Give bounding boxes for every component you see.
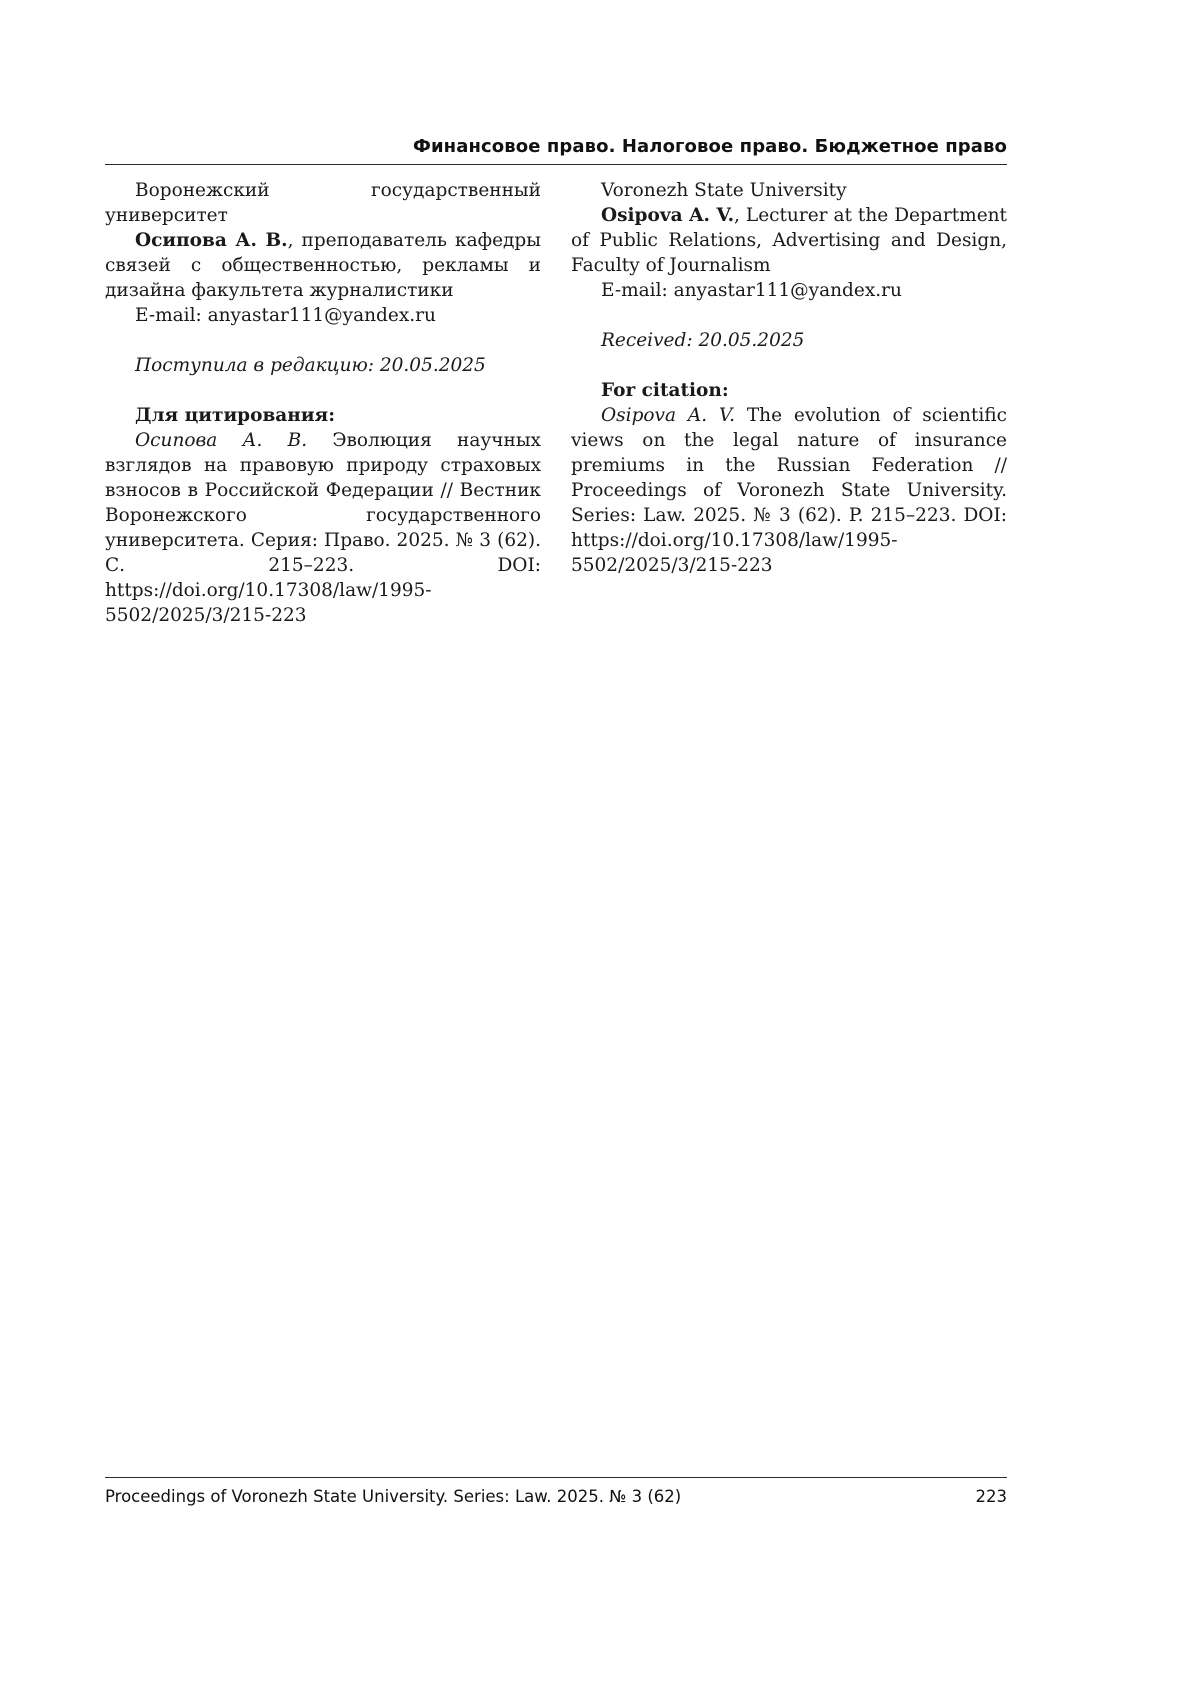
english-column — [571, 178, 1007, 628]
citation-text-ru: Эволюция научных взглядов на правовую природу страховых взносов в Российской Федерации // Вестник Воронежского государственного университета. Серия: Право. 2025. № 3 (62). С. 215–223. DOI: https://doi.org/10.17308/law/1995-5502/2025/3/215-223 — [105, 430, 541, 626]
email-line-en — [571, 278, 1007, 303]
footer-journal-info: Proceedings of Voronezh State University. Series: Law. 2025. № 3 (62) — [105, 1487, 682, 1506]
email-text-en: E-mail: anyastar111@yandex.ru — [601, 280, 902, 301]
page-footer — [105, 1477, 1007, 1506]
received-line-en — [571, 328, 1007, 353]
author-paragraph-en — [571, 203, 1007, 278]
affiliation-ru — [105, 178, 541, 228]
affiliation-text-ru: Воронежский государственный университет — [105, 180, 541, 226]
citation-author-en: Osipova A. V. — [601, 405, 735, 426]
spacer — [571, 303, 1007, 328]
author-paragraph-ru — [105, 228, 541, 303]
email-line-ru — [105, 303, 541, 328]
footer-rule — [105, 1477, 1007, 1478]
spacer — [571, 353, 1007, 378]
page-header — [105, 136, 1007, 165]
email-text-ru: E-mail: anyastar111@yandex.ru — [135, 305, 436, 326]
citation-heading-text-ru: Для цитирования: — [135, 405, 336, 426]
header-rule — [105, 164, 1007, 165]
spacer — [105, 328, 541, 353]
citation-text-en: The evolution of scientific views on the legal nature of insurance premiums in the Russian Federation // Proceedings of Voronezh State University. Series: Law. 2025. № 3 (62). P. 215–223. DOI: https://doi.org/10.17308/law/1995-5502/2025/3/215-223 — [571, 405, 1007, 576]
citation-heading-ru — [105, 403, 541, 428]
affiliation-text-en: Voronezh State University — [601, 180, 847, 201]
russian-column — [105, 178, 541, 628]
received-line-ru — [105, 353, 541, 378]
citation-paragraph-en — [571, 403, 1007, 578]
received-text-en: Received: 20.05.2025 — [601, 330, 805, 351]
citation-paragraph-ru — [105, 428, 541, 628]
author-name-ru: Осипова А. В. — [135, 230, 288, 251]
citation-heading-en — [571, 378, 1007, 403]
citation-heading-text-en: For citation: — [601, 380, 729, 401]
received-text-ru: Поступила в редакцию: 20.05.2025 — [135, 355, 486, 376]
citation-author-ru: Осипова А. В. — [135, 430, 308, 451]
author-role-en: , Lecturer at the Department of Public Relations, Advertising and Design, Faculty of Journalism — [571, 205, 1007, 276]
author-role-ru: , преподаватель кафедры связей с общественностью, рекламы и дизайна факультета журналистики — [105, 230, 541, 301]
spacer — [105, 378, 541, 403]
affiliation-en — [571, 178, 1007, 203]
author-name-en: Osipova A. V. — [601, 205, 735, 226]
page-number: 223 — [975, 1487, 1007, 1506]
footer-row — [105, 1487, 1007, 1506]
section-title: Финансовое право. Налоговое право. Бюджетное право — [413, 136, 1007, 157]
two-column-body — [105, 178, 1007, 628]
